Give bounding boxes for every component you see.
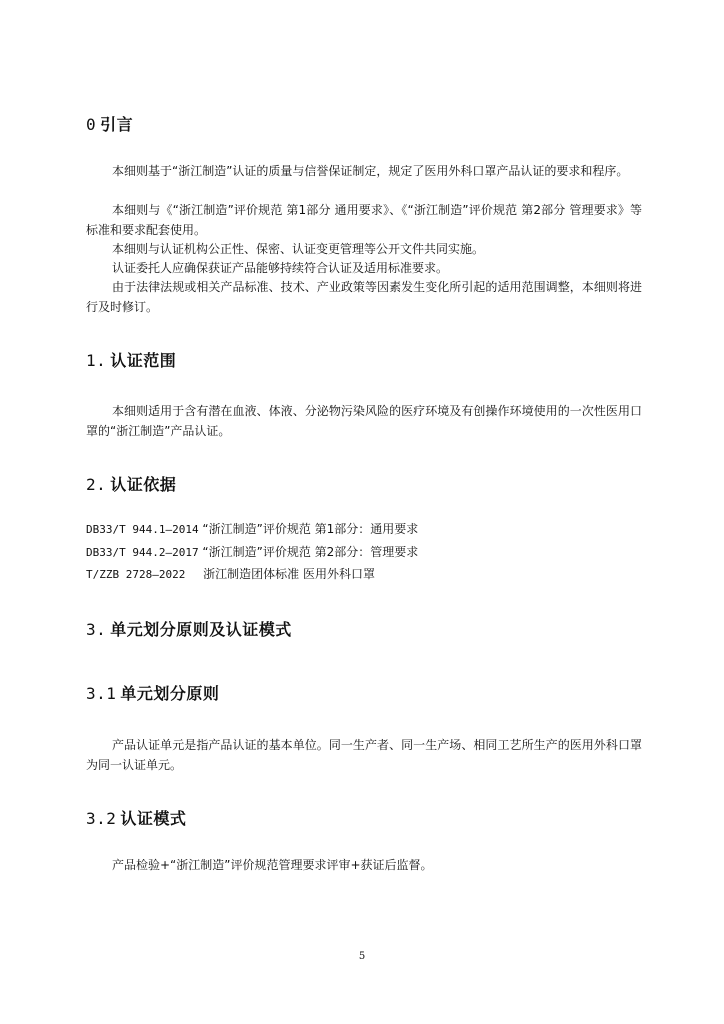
intro-paragraph-1: 本细则基于“浙江制造”认证的质量与信誉保证制定，规定了医用外科口罩产品认证的要求和程序。 (112, 164, 629, 178)
section-heading-intro (86, 112, 133, 135)
subsection-heading-unit-principle (86, 681, 219, 704)
page-number: 5 (358, 951, 366, 962)
intro-paragraph-4: 认证委托人应确保获证产品能够持续符合认证及适用标准要求。 (112, 261, 449, 275)
reference-name: “浙江制造”评价规范 第2部分：管理要求 (202, 545, 419, 559)
cert-mode-paragraph: 产品检验+“浙江制造”评价规范管理要求评审+获证后监督。 (112, 858, 433, 872)
reference-code: T/ZZB 2728—2022 (86, 568, 186, 581)
section-title: 认证模式 (120, 809, 187, 828)
reference-item (86, 520, 642, 539)
reference-item (86, 565, 642, 584)
section-title: 引言 (100, 115, 134, 134)
section-title: 认证范围 (110, 351, 177, 370)
intro-paragraph-2: 本细则与《“浙江制造”评价规范 第1部分 通用要求》、《“浙江制造”评价规范 第2部分 管理要求》等标准和要求配套使用。 (86, 203, 642, 237)
scope-paragraph: 本细则适用于含有潜在血液、体液、分泌物污染风险的医疗环境及有创操作环境使用的一次性医用口罩的“浙江制造”产品认证。 (86, 404, 642, 438)
reference-name: 浙江制造团体标准 医用外科口罩 (203, 567, 375, 581)
section-number: 0 (86, 115, 97, 134)
section-number: 3. (86, 620, 107, 639)
unit-principle-paragraph: 产品认证单元是指产品认证的基本单位。同一生产者、同一生产场、相同工艺所生产的医用外科口罩为同一认证单元。 (86, 738, 642, 772)
section-heading-scope (86, 348, 176, 371)
reference-item (86, 543, 642, 562)
section-number: 3.1 (86, 684, 117, 703)
section-heading-basis (86, 472, 176, 495)
section-heading-units (86, 617, 292, 640)
reference-code: DB33/T 944.1—2014 (86, 523, 199, 536)
section-number: 2. (86, 475, 107, 494)
section-number: 1. (86, 351, 107, 370)
section-title: 单元划分原则及认证模式 (110, 620, 292, 639)
intro-paragraph-5: 由于法律法规或相关产品标准、技术、产业政策等因素发生变化所引起的适用范围调整，本细则将进行及时修订。 (86, 280, 642, 314)
section-title: 单元划分原则 (120, 684, 220, 703)
reference-name: “浙江制造”评价规范 第1部分：通用要求 (202, 522, 419, 536)
subsection-heading-cert-mode (86, 806, 186, 829)
reference-code: DB33/T 944.2—2017 (86, 546, 199, 559)
intro-paragraph-3: 本细则与认证机构公正性、保密、认证变更管理等公开文件共同实施。 (112, 242, 485, 256)
section-number: 3.2 (86, 809, 117, 828)
section-title: 认证依据 (110, 475, 177, 494)
